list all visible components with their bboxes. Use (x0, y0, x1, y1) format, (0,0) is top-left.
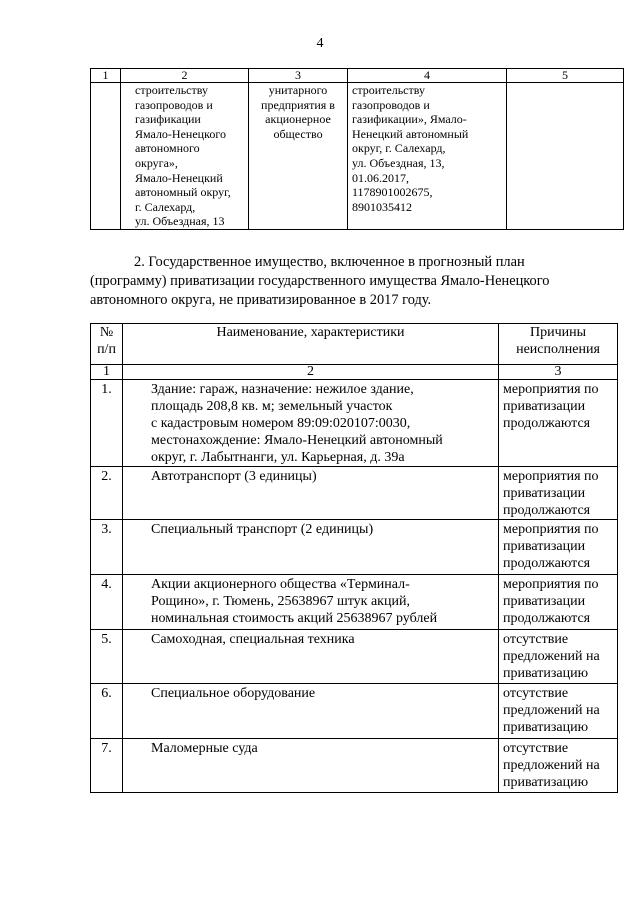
row-number: 5. (91, 630, 123, 684)
column-number: 3 (499, 365, 618, 380)
row-reason: мероприятия по приватизации продолжаются (499, 575, 618, 630)
table-row (91, 380, 618, 467)
row-reason: мероприятия по приватизации продолжаются (499, 520, 618, 575)
row-reason: отсутствие предложений на приватизацию (499, 630, 618, 684)
paragraph-line: (программу) приватизации государственного имущества Ямало-Ненецкого (90, 273, 550, 289)
cell-note (507, 83, 624, 230)
column-number: 1 (91, 69, 121, 83)
row-description: Здание: гараж, назначение: нежилое здание, площадь 208,8 кв. м; земельный участок с кадастровым номером 89:09:020107:0030, местонахождение: Ямало-Ненецкий автономный округ, г. Лабытнанги, ул. Карьерная, д. 39а (123, 380, 499, 467)
row-number: 4. (91, 575, 123, 630)
row-description: Маломерные суда (123, 739, 499, 793)
column-number: 4 (348, 69, 507, 83)
paragraph-line: автономного округа, не приватизированное в 2017 году. (90, 292, 432, 308)
column-number: 1 (91, 365, 123, 380)
table-row (91, 575, 618, 630)
column-number: 3 (249, 69, 348, 83)
table-row (91, 630, 618, 684)
row-number: 1. (91, 380, 123, 467)
row-number: 6. (91, 684, 123, 739)
row-description: Самоходная, специальная техника (123, 630, 499, 684)
column-number: 5 (507, 69, 624, 83)
paragraph-line: 2. Государственное имущество, включенное в прогнозный план (134, 254, 525, 270)
table-row (91, 739, 618, 793)
table-row (91, 467, 618, 520)
table-row (91, 684, 618, 739)
cell-number (91, 83, 121, 230)
continuation-table (90, 68, 624, 230)
cell-result: строительству газопроводов и газификации», Ямало- Ненецкий автономный округ, г. Салехард, ул. Объездная, 13, 01.06.2017, 1178901002675, 8901035412 (348, 83, 507, 230)
row-description: Автотранспорт (3 единицы) (123, 467, 499, 520)
cell-method: унитарного предприятия в акционерное общество (249, 83, 348, 230)
row-number: 3. (91, 520, 123, 575)
column-number: 2 (123, 365, 499, 380)
page-number: 4 (316, 36, 324, 51)
column-numbers-row (91, 365, 618, 380)
row-description: Специальный транспорт (2 единицы) (123, 520, 499, 575)
row-number: 2. (91, 467, 123, 520)
unprivatized-property-table (90, 323, 618, 793)
table-row (91, 83, 624, 230)
table-header-row (91, 324, 618, 365)
table-row (91, 520, 618, 575)
row-number: 7. (91, 739, 123, 793)
row-description: Специальное оборудование (123, 684, 499, 739)
row-reason: отсутствие предложений на приватизацию (499, 739, 618, 793)
row-description: Акции акционерного общества «Терминал- Рощино», г. Тюмень, 25638967 штук акций, номинальная стоимость акций 25638967 рублей (123, 575, 499, 630)
row-reason: отсутствие предложений на приватизацию (499, 684, 618, 739)
header-reason: Причины неисполнения (499, 324, 618, 365)
section-paragraph (90, 253, 577, 310)
column-number: 2 (121, 69, 249, 83)
row-reason: мероприятия по приватизации продолжаются (499, 380, 618, 467)
cell-name: строительству газопроводов и газификации Ямало-Ненецкого автономного округа», Ямало-Ненецкий автономный округ, г. Салехард, ул. Объездная, 13 (121, 83, 249, 230)
header-description: Наименование, характеристики (123, 324, 499, 365)
row-reason: мероприятия по приватизации продолжаются (499, 467, 618, 520)
table-header-row (91, 69, 624, 83)
header-number: № п/п (91, 324, 123, 365)
